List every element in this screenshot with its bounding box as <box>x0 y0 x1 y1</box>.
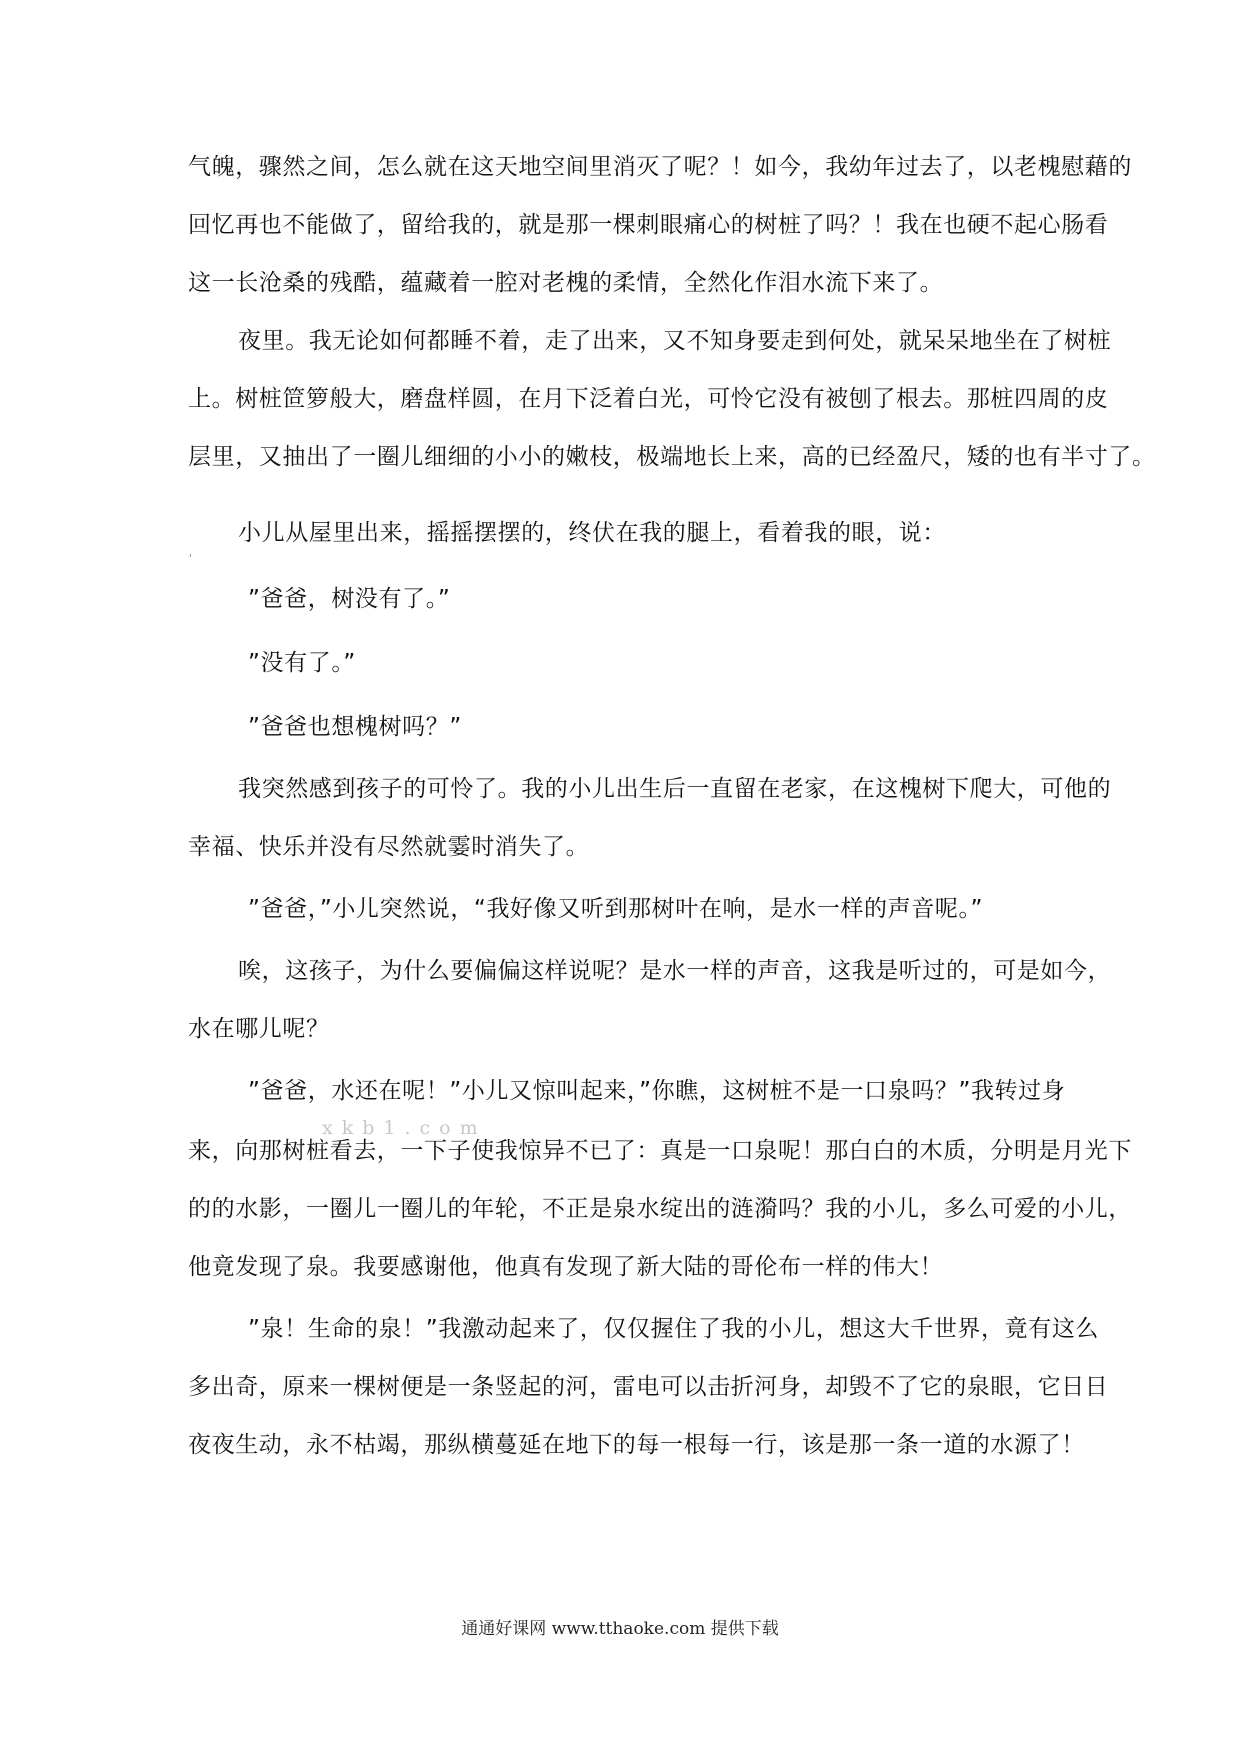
dialogue-line: ”爸爸，水还在呢！”小儿又惊叫起来，”你瞧，这树桩不是一口泉吗？”我转过身 <box>248 1078 1066 1104</box>
text-line: 来，向那树桩看去，一下子使我惊异不已了：真是一口泉呢！那白白的木质，分明是月光下 <box>188 1138 1132 1164</box>
text-line: 我突然感到孩子的可怜了。我的小儿出生后一直留在老家，在这槐树下爬大，可他的 <box>238 776 1112 802</box>
dialogue-line: ”爸爸，”小儿突然说，“我好像又听到那树叶在响，是水一样的声音呢。” <box>248 896 984 922</box>
text-line: 上。树桩笸箩般大，磨盘样圆，在月下泛着白光，可怜它没有被刨了根去。那桩四周的皮 <box>188 386 1109 412</box>
dialogue-line: ”没有了。” <box>248 650 356 676</box>
watermark-text: xkb1.com <box>322 1117 487 1139</box>
dialogue-line: ”泉！生命的泉！”我激动起来了，仅仅握住了我的小儿，想这大千世界，竟有这么 <box>248 1316 1100 1342</box>
text-line: 他竟发现了泉。我要感谢他，他真有发现了新大陆的哥伦布一样的伟大！ <box>188 1254 944 1280</box>
dialogue-line: ”爸爸也想槐树吗？” <box>248 714 462 740</box>
page-footer: 通通好课网 www.tthaoke.com 提供下载 <box>461 1619 779 1639</box>
text-line: 的的水影，一圈儿一圈儿的年轮，不正是泉水绽出的涟漪吗？我的小儿，多么可爱的小儿， <box>188 1196 1132 1222</box>
text-line: 层里，又抽出了一圈儿细细的小小的嫩枝，极端地长上来，高的已经盈尺，矮的也有半寸了。 <box>188 444 1156 470</box>
text-line: 回忆再也不能做了，留给我的，就是那一棵刺眼痛心的树桩了吗？！我在也硬不起心肠看 <box>188 212 1109 238</box>
text-line: 夜里。我无论如何都睡不着，走了出来，又不知身要走到何处，就呆呆地坐在了树桩 <box>238 328 1112 354</box>
text-line: 幸福、快乐并没有尽然就霎时消失了。 <box>188 834 590 860</box>
text-line: 水在哪儿呢？ <box>188 1016 330 1042</box>
dialogue-line: ”爸爸，树没有了。” <box>248 586 451 612</box>
text-line: 夜夜生动，永不枯竭，那纵横蔓延在地下的每一根每一行，该是那一条一道的水源了！ <box>188 1432 1085 1458</box>
stray-mark: ' <box>189 553 192 564</box>
text-line: 气魄，骤然之间，怎么就在这天地空间里消灭了呢？！如今，我幼年过去了，以老槐慰藉的 <box>188 154 1132 180</box>
text-line: 小儿从屋里出来，摇摇摆摆的，终伏在我的腿上，看着我的眼，说： <box>238 520 946 546</box>
text-line: 这一长沧桑的残酷，蕴藏着一腔对老槐的柔情，全然化作泪水流下来了。 <box>188 270 944 296</box>
text-line: 多出奇，原来一棵树便是一条竖起的河，雷电可以击折河身，却毁不了它的泉眼，它日日 <box>188 1374 1109 1400</box>
text-line: 唉，这孩子，为什么要偏偏这样说呢？是水一样的声音，这我是听过的，可是如今， <box>238 958 1112 984</box>
